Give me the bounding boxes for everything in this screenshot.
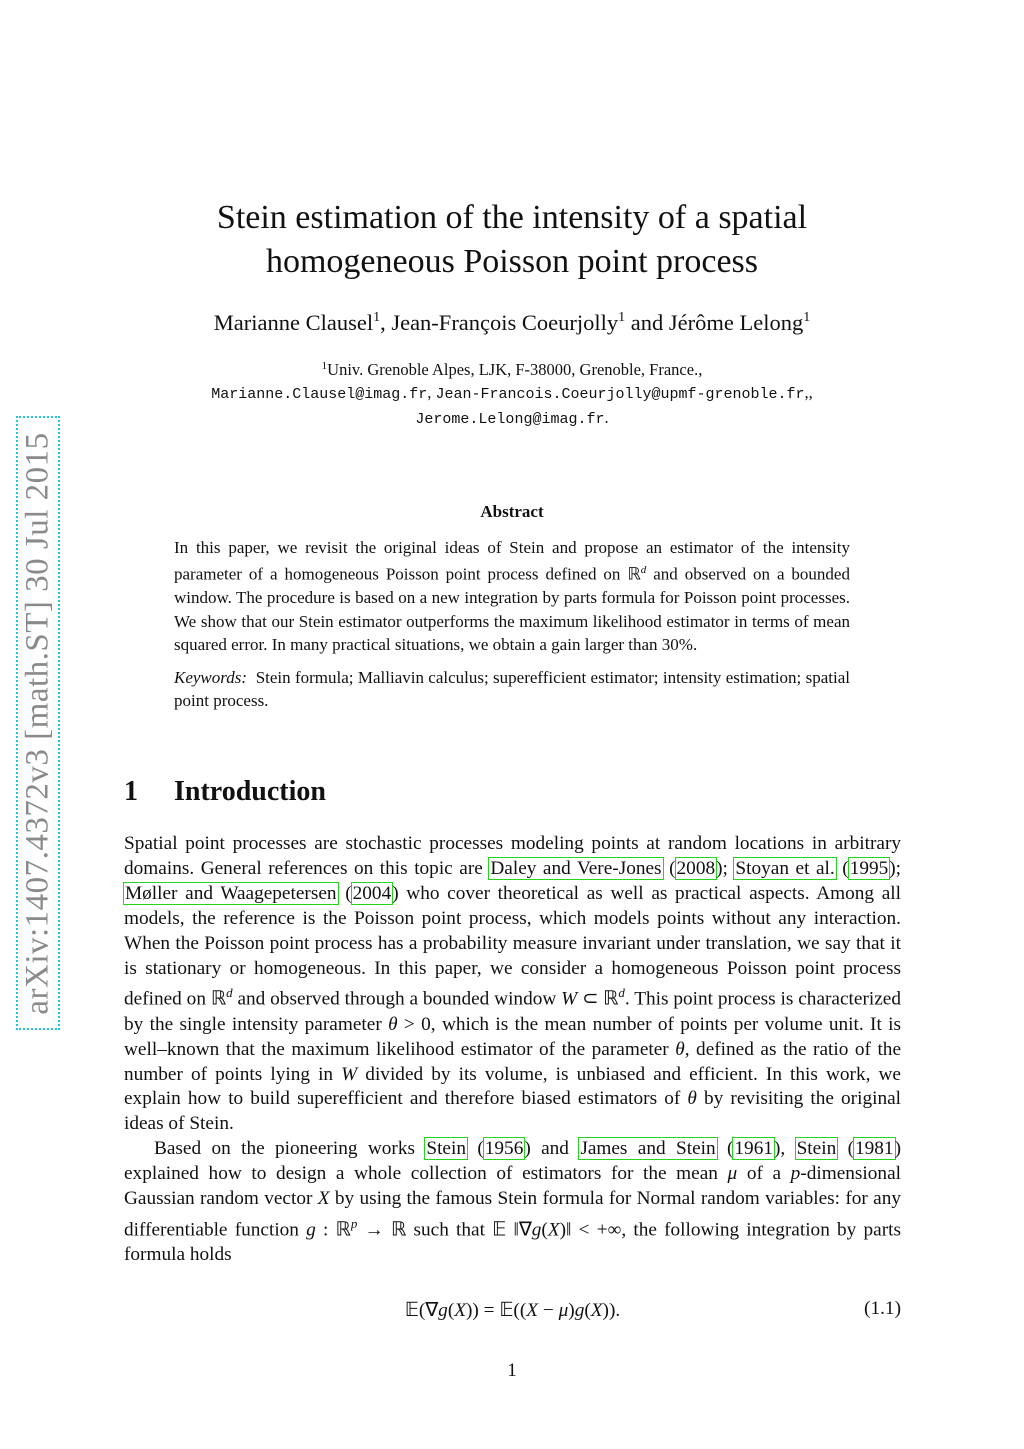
author-2: Jean-François Coeurjolly bbox=[391, 310, 619, 335]
citation-link[interactable]: Stoyan et al. bbox=[735, 857, 835, 879]
paper-title bbox=[150, 196, 874, 284]
page-number: 1 bbox=[507, 1360, 517, 1381]
affiliation-text: Univ. Grenoble Alpes, LJK, F-38000, Grenoble, France., bbox=[327, 360, 703, 379]
affiliation: $^1$Univ. Grenoble Alpes, LJK, F-38000, Grenoble, France., Marianne.Clausel@imag.fr, Jean-Francois.Coeurjolly@upmf-grenoble.fr,, Jerome.Lelong@imag.fr. bbox=[211, 360, 813, 428]
keywords bbox=[174, 666, 850, 713]
author-2-affil-mark: 1 bbox=[618, 310, 626, 325]
affiliation-mark: 1 bbox=[321, 360, 328, 372]
paragraph-1: Spatial point processes are stochastic processes modeling points at random locations in arbitrary domains. General references on this topic are Daley and Vere-Jones (2008); Stoyan et al. (1995); Møller and Waagepetersen (2004) who cover theoretical as well as practical aspects. Among all models, the reference is the Poisson point process, which models points without any interaction. When the Poisson point process has a probability measure invariant under translation, we say that it is stationary or homogeneous. In this paper, we consider a homogeneous Poisson point process defined on ℝ$^d$ and observed through a bounded window W ⊂ ℝ$^d$. This point process is characterized by the single intensity parameter θ > 0, which is the mean number of points per volume unit. It is well–known that the maximum likelihood estimator of the parameter θ, defined as the ratio of the number of points lying in W divided by its volume, is unbiased and efficient. In this work, we explain how to build superefficient and therefore biased estimators of θ by revisiting the original ideas of Stein. bbox=[124, 833, 902, 1135]
author-list bbox=[120, 308, 904, 338]
author-3: Jérôme Lelong bbox=[668, 310, 804, 335]
equation-1-1 bbox=[124, 1298, 901, 1326]
section-title: Introduction bbox=[174, 776, 326, 807]
keywords-label: Keywords: bbox=[174, 668, 248, 688]
abstract-heading: Abstract bbox=[480, 502, 544, 521]
abstract-text: In this paper, we revisit the original ideas of Stein and propose an estimator of the intensity parameter of a homogeneous Poisson point process defined on ℝ$^d$ and observed on a bounded window. The procedure is based on a new integration by parts formula for Poisson point processes. We show that our Stein estimator outperforms the maximum likelihood estimator in terms of mean squared error. In many practical situations, we obtain a gain larger than 30%. bbox=[174, 538, 850, 654]
arxiv-identifier[interactable]: arXiv:1407.4372v3 [math.ST] 30 Jul 2015 bbox=[19, 431, 56, 1015]
keywords-text: Stein formula; Malliavin calculus; superefficient estimator; intensity estimation; spatial point process. bbox=[174, 668, 850, 711]
email-clausel[interactable]: Marianne.Clausel@imag.fr bbox=[211, 386, 428, 403]
introduction-body bbox=[124, 832, 901, 1268]
citation-year-link[interactable]: 1995 bbox=[849, 857, 889, 879]
citation-link[interactable]: James and Stein bbox=[580, 1138, 716, 1160]
author-1-affil-mark: 1 bbox=[373, 310, 381, 325]
citation-year-link[interactable]: 1961 bbox=[734, 1138, 773, 1160]
abstract-body bbox=[174, 536, 850, 713]
equation-formula: 𝔼(∇g(X)) = 𝔼((X − μ)g(X)). bbox=[404, 1300, 621, 1321]
author-separator: and bbox=[625, 310, 669, 335]
section-number: 1 bbox=[124, 776, 138, 807]
citation-year-link[interactable]: 2004 bbox=[352, 882, 392, 904]
citation-link[interactable]: Stein bbox=[426, 1138, 466, 1160]
citation-year-link[interactable]: 2008 bbox=[676, 857, 716, 879]
citation-link[interactable]: Møller and Waagepetersen bbox=[125, 882, 337, 904]
arxiv-identifier-box[interactable] bbox=[16, 416, 60, 1030]
citation-year-link[interactable]: 1956 bbox=[484, 1138, 524, 1160]
paragraph-2: Based on the pioneering works Stein (1956) and James and Stein (1961), Stein (1981) explained how to design a whole collection of estimators for the mean μ of a p-dimensional Gaussian random vector X by using the famous Stein formula for Normal random variables: for any differentiable function g : ℝ$^p$ → ℝ such that 𝔼 ‖∇g(X)‖ < +∞, the following integration by parts formula holds bbox=[124, 1138, 901, 1266]
email-lelong[interactable]: Jerome.Lelong@imag.fr bbox=[415, 411, 605, 428]
author-separator: , bbox=[380, 310, 392, 335]
title-line-1: Stein estimation of the intensity of a spatial bbox=[216, 199, 808, 236]
citation-link[interactable]: Stein bbox=[796, 1138, 837, 1160]
author-1: Marianne Clausel bbox=[213, 310, 374, 335]
citation-year-link[interactable]: 1981 bbox=[855, 1138, 894, 1160]
equation-number: (1.1) bbox=[864, 1298, 901, 1319]
section-heading-introduction bbox=[124, 776, 904, 808]
author-3-affil-mark: 1 bbox=[803, 310, 811, 325]
title-line-2: homogeneous Poisson point process bbox=[265, 243, 759, 280]
citation-link[interactable]: Daley and Vere-Jones bbox=[490, 857, 662, 879]
email-coeurjolly[interactable]: Jean-Francois.Coeurjolly@upmf-grenoble.fr bbox=[435, 386, 805, 403]
